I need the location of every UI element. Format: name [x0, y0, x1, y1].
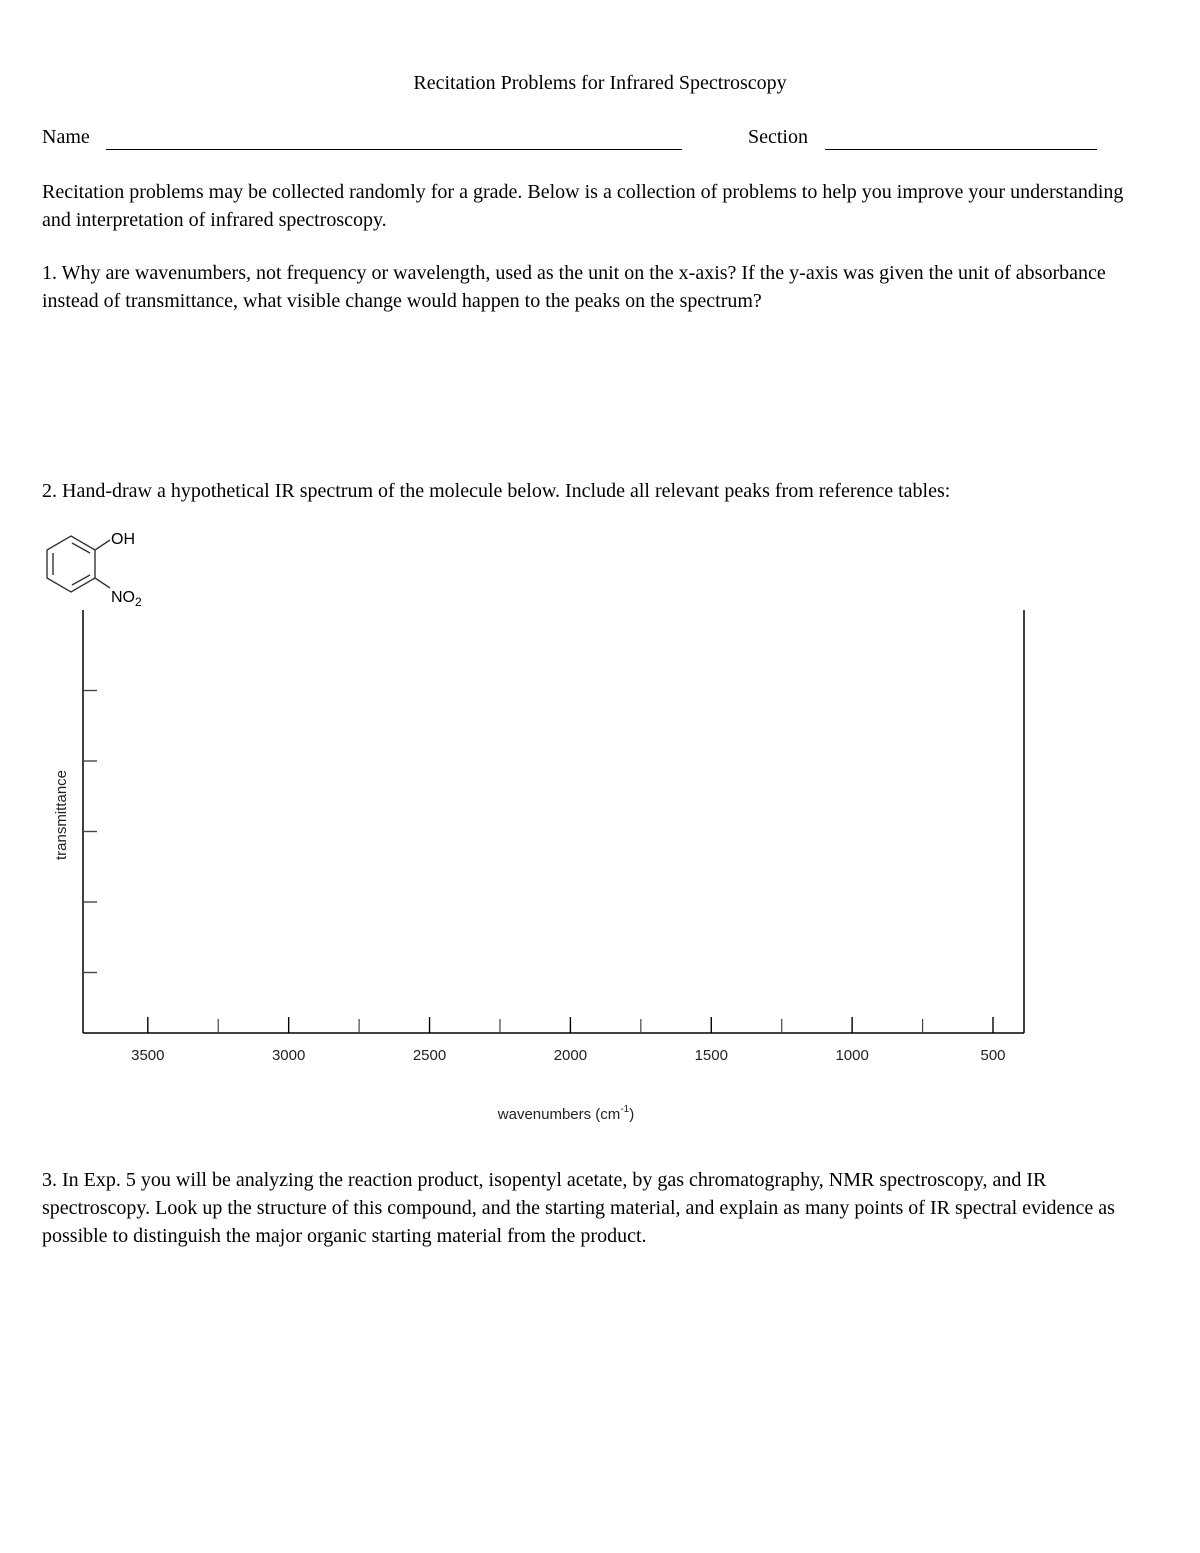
- x-tick-label: 3000: [271, 1047, 306, 1064]
- ring-double-bond: [72, 575, 90, 585]
- question-2: 2. Hand-draw a hypothetical IR spectrum of the molecule below. Include all relevant peaks from reference tables:: [42, 480, 951, 502]
- x-tick-label: 3500: [131, 1047, 165, 1064]
- oh-label: OH: [111, 531, 135, 548]
- page-title: Recitation Problems for Infrared Spectroscopy: [413, 72, 787, 94]
- y-axis-title: transmittance: [53, 769, 70, 861]
- section-label: Section: [748, 126, 808, 148]
- intro-paragraph: Recitation problems may be collected randomly for a grade. Below is a collection of problems to help you improve your understanding and interpretation of infrared spectroscopy.: [42, 181, 1124, 231]
- question-3: 3. In Exp. 5 you will be analyzing the reaction product, isopentyl acetate, by gas chromatography, NMR spectroscopy, and IR spectroscopy. Look up the structure of this compound, and the starting material, and explain as many points of IR spectral evidence as possible to distinguish the major organic starting material from the product.: [42, 1169, 1115, 1247]
- nitrophenol-structure: [38, 524, 168, 610]
- ir-spectrum-chart[interactable]: [0, 600, 1200, 1140]
- ring-double-bond: [72, 543, 90, 553]
- x-tick-label: 1500: [694, 1047, 728, 1064]
- no2-bond: [95, 578, 110, 588]
- x-tick-label: 2500: [412, 1047, 447, 1064]
- x-tick-label: 500: [980, 1047, 1006, 1064]
- x-tick-label: 1000: [835, 1047, 869, 1064]
- name-blank-line[interactable]: [106, 149, 682, 150]
- name-label: Name: [42, 126, 90, 148]
- oh-bond: [95, 540, 110, 550]
- x-tick-label: 2000: [553, 1047, 588, 1064]
- benzene-ring: [47, 536, 95, 592]
- no2-label: $NO_2$: [111, 589, 142, 609]
- question-1: 1. Why are wavenumbers, not frequency or wavelength, used as the unit on the x-axis? If the y-axis was given the unit of absorbance instead of transmittance, what visible change would happen to the peaks on the spectrum?: [42, 262, 1106, 312]
- x-axis-title: wavenumbers $(cm^{-1})$: [497, 1104, 635, 1123]
- section-blank-line[interactable]: [825, 149, 1097, 150]
